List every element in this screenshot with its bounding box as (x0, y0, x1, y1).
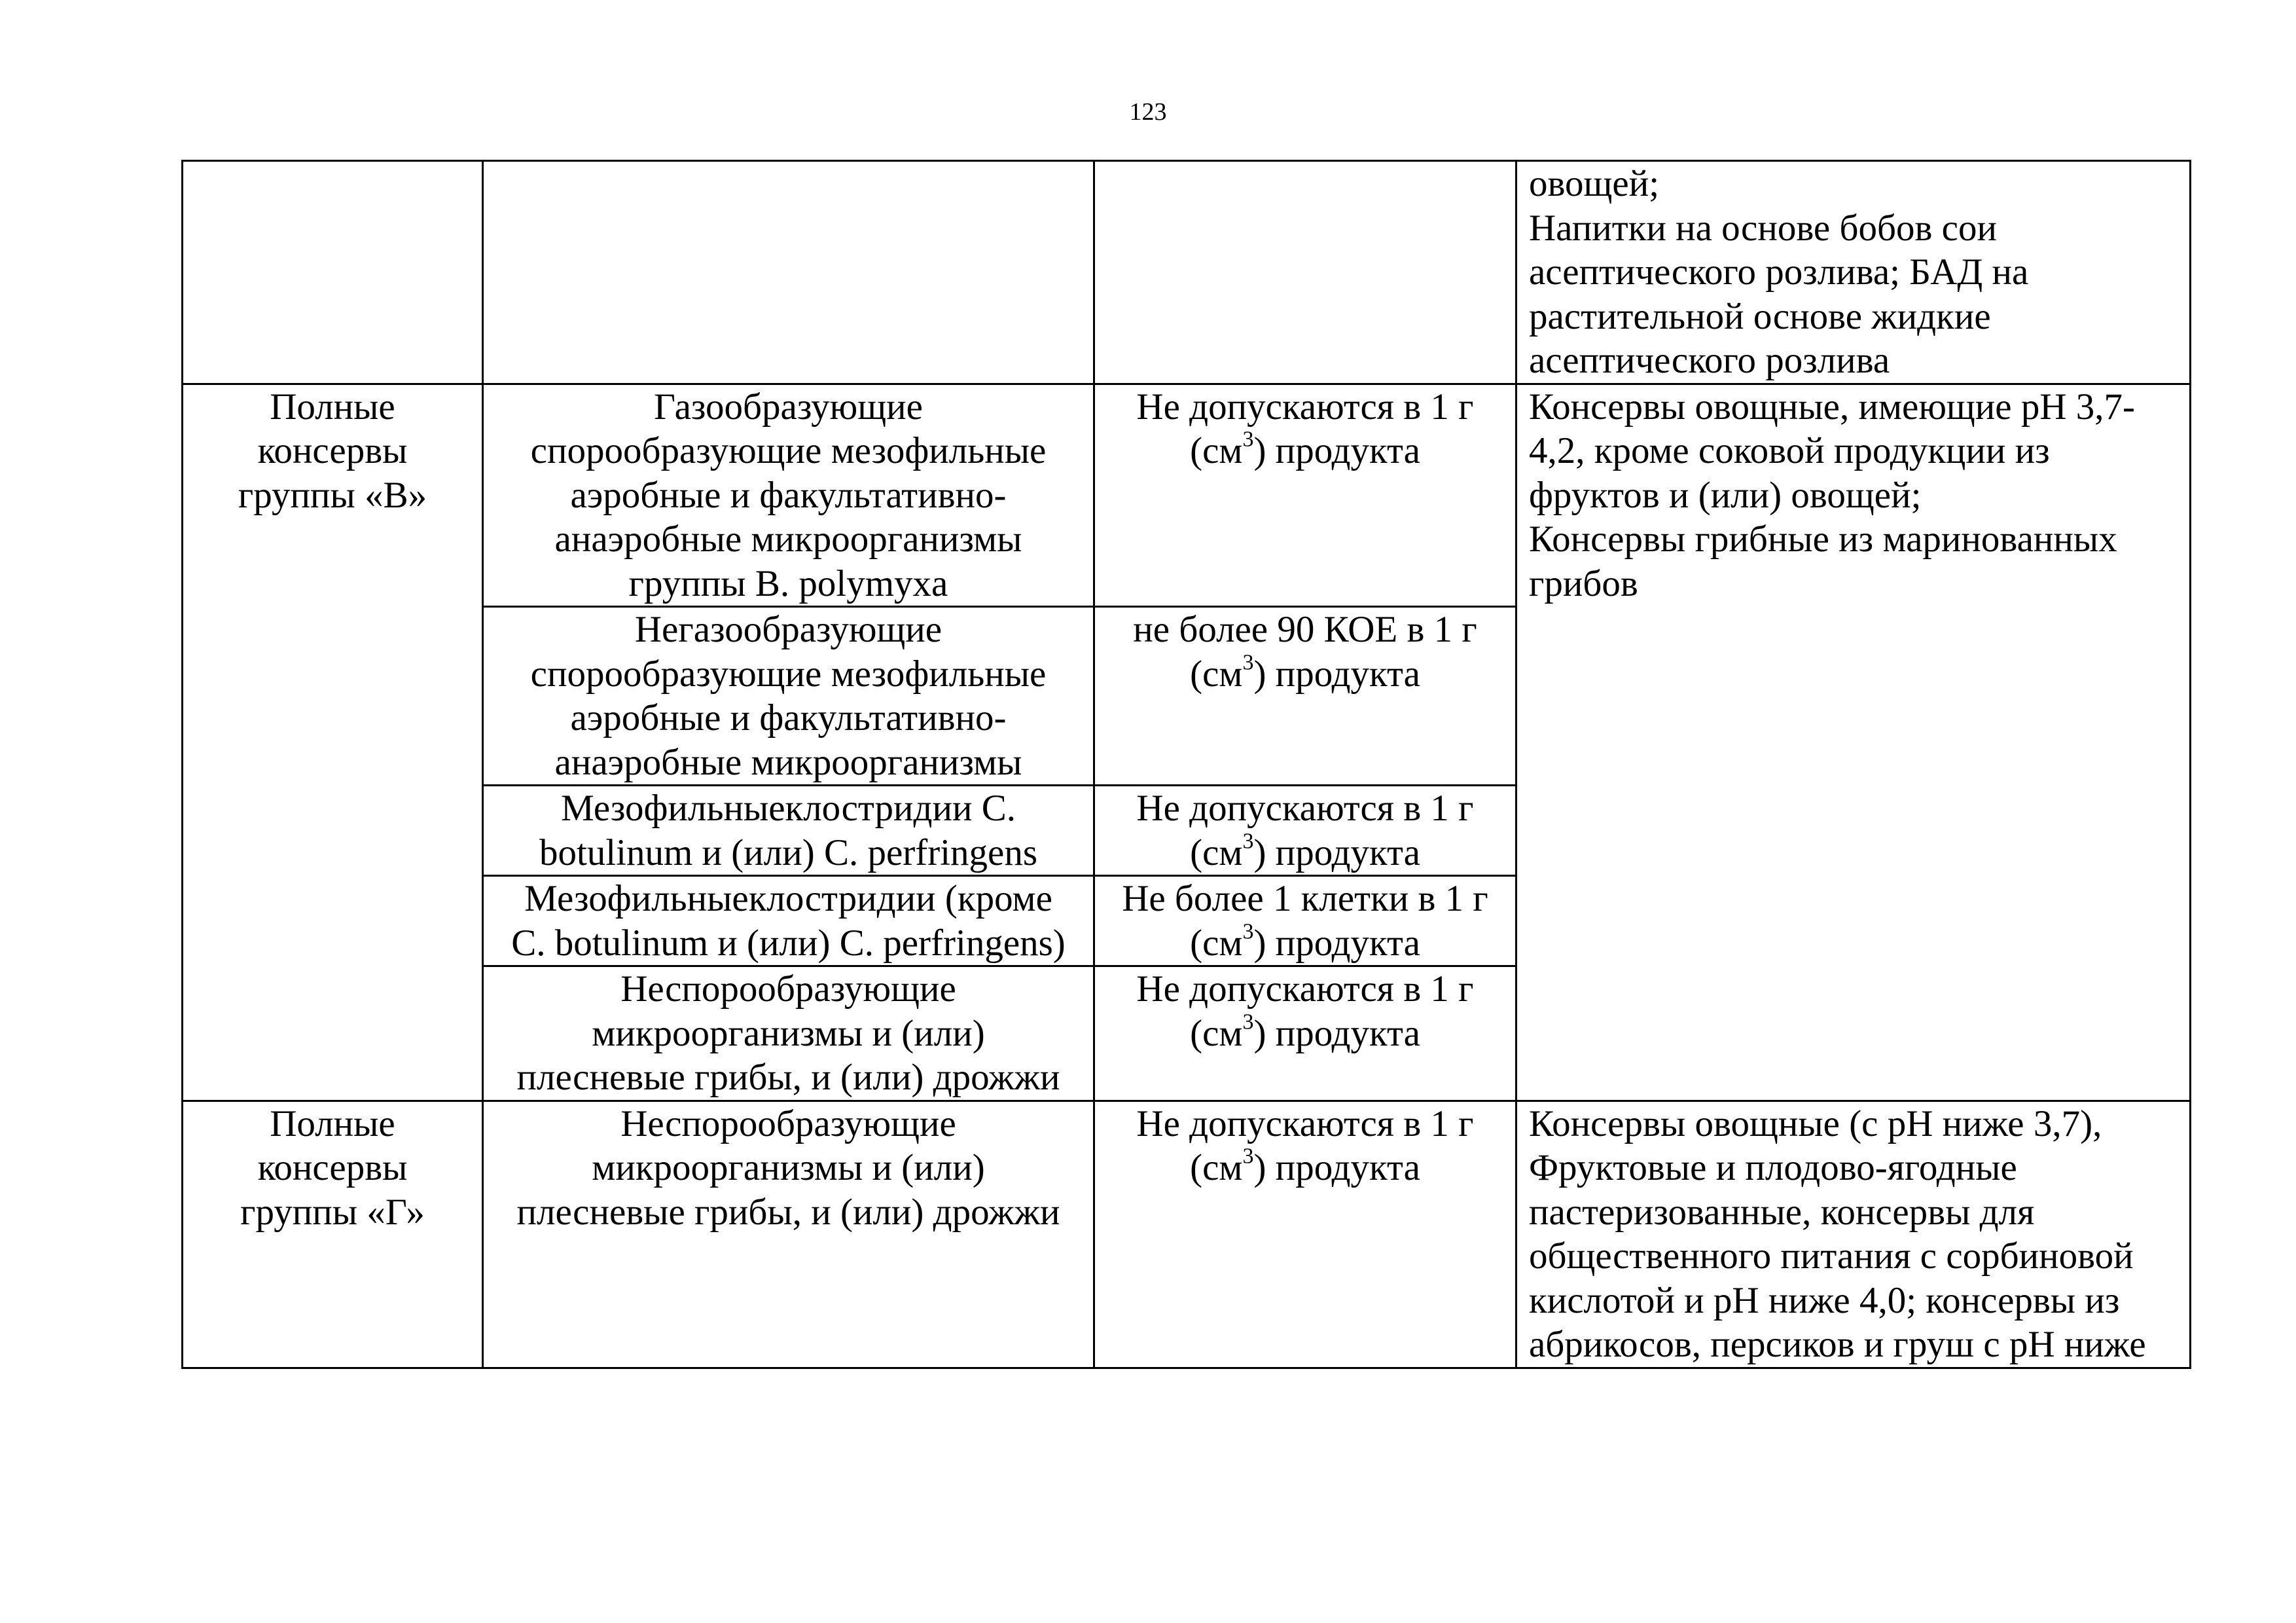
text-line (1107, 1146, 1503, 1190)
indicator-cell (483, 384, 1094, 607)
text-line: пастеризованные, консервы для (1529, 1191, 2035, 1233)
unit-tail: ) продукта (1253, 922, 1420, 964)
unit-tail: ) продукта (1253, 831, 1420, 873)
text-line: консервы (257, 1147, 408, 1188)
text-line (1107, 429, 1503, 473)
text-line: аэробные и факультативно- (570, 474, 1007, 516)
indicator-cell (483, 1101, 1094, 1368)
table-row-continuation (183, 161, 2191, 384)
products-cell (1516, 161, 2191, 384)
unit-tail: ) продукта (1253, 1147, 1420, 1188)
text-line: микроорганизмы и (или) (592, 1012, 985, 1054)
indicator-cell (483, 786, 1094, 876)
text-line: Полные (270, 1103, 395, 1144)
text-line: анаэробные микроорганизмы (554, 741, 1022, 783)
text-line: botulinum и (или) C. perfringens (539, 831, 1038, 873)
text-line: Не допускаются в 1 г (1136, 386, 1474, 428)
text-line: Мезофильныеклостридии C. (560, 788, 1016, 829)
unit-exponent: 3 (1242, 829, 1254, 853)
text-line: микроорганизмы и (или) (592, 1147, 985, 1188)
unit-text: (см (1190, 430, 1243, 471)
unit-tail: ) продукта (1253, 653, 1420, 695)
text-line: аэробные и факультативно- (570, 697, 1007, 739)
indicator-cell (483, 607, 1094, 786)
group-name-cell (183, 161, 483, 384)
text-line: Консервы овощные, имеющие pH 3,7- (1529, 386, 2135, 428)
text-line: асептического розлива (1529, 340, 1890, 381)
text-line: плесневые грибы, и (или) дрожжи (516, 1191, 1060, 1233)
text-line: Консервы овощные (с pH ниже 3,7), (1529, 1103, 2102, 1144)
norm-cell (1094, 384, 1516, 607)
text-line: Не допускаются в 1 г (1136, 1103, 1474, 1144)
text-line: грибов (1529, 562, 1638, 604)
text-line: 4,2, кроме соковой продукции из (1529, 430, 2050, 471)
text-line: фруктов и (или) овощей; (1529, 474, 1922, 516)
text-line: абрикосов, персиков и груш с pH ниже (1529, 1324, 2146, 1365)
text-line: Напитки на основе бобов сои (1529, 207, 1997, 249)
norm-cell (1094, 161, 1516, 384)
text-line: Неспорообразующие (620, 968, 956, 1010)
text-line: растительной основе жидкие (1529, 295, 1991, 337)
table-row-group-g (183, 1101, 2191, 1368)
text-line (1107, 921, 1503, 966)
text-line: Полные (270, 386, 395, 428)
text-line: группы B. polymyxa (628, 562, 948, 604)
text-line: Не допускаются в 1 г (1136, 788, 1474, 829)
unit-tail: ) продукта (1253, 1012, 1420, 1054)
unit-exponent: 3 (1242, 650, 1254, 674)
indicator-cell (483, 876, 1094, 966)
unit-text: (см (1190, 1147, 1243, 1188)
text-line: консервы (257, 430, 408, 471)
text-line: не более 90 КОЕ в 1 г (1133, 609, 1477, 650)
norm-cell (1094, 607, 1516, 786)
unit-text: (см (1190, 922, 1243, 964)
text-line: группы «В» (238, 474, 427, 516)
text-line: Консервы грибные из маринованных (1529, 519, 2117, 560)
text-line: Неспорообразующие (620, 1103, 956, 1144)
text-line: Мезофильныеклостридии (кроме (524, 878, 1052, 919)
text-line: спорообразующие мезофильные (530, 653, 1047, 695)
products-cell (1516, 1101, 2191, 1368)
text-line: асептического розлива; БАД на (1529, 251, 2029, 293)
text-line: плесневые грибы, и (или) дрожжи (516, 1057, 1060, 1098)
page-number: 123 (1129, 98, 1167, 126)
indicator-cell (483, 161, 1094, 384)
requirements-table (181, 160, 2191, 1369)
text-line: C. botulinum и (или) C. perfringens) (511, 922, 1066, 964)
unit-exponent: 3 (1242, 1144, 1254, 1169)
unit-tail: ) продукта (1253, 430, 1420, 471)
text-line (1107, 652, 1503, 697)
unit-text: (см (1190, 831, 1243, 873)
text-line: Фруктовые и плодово-ягодные (1529, 1147, 2017, 1188)
products-cell (1516, 384, 2191, 1101)
norm-cell (1094, 876, 1516, 966)
text-line (1107, 1012, 1503, 1056)
group-name-cell (183, 1101, 483, 1368)
unit-exponent: 3 (1242, 427, 1254, 452)
table-row-group-v-1 (183, 384, 2191, 607)
norm-cell (1094, 786, 1516, 876)
text-line: общественного питания с сорбиновой (1529, 1235, 2134, 1277)
text-line: спорообразующие мезофильные (530, 430, 1047, 471)
text-line: Газообразующие (654, 386, 923, 428)
text-line (1107, 831, 1503, 875)
unit-text: (см (1190, 1012, 1243, 1054)
group-name-cell (183, 384, 483, 1101)
norm-cell (1094, 1101, 1516, 1368)
text-line: Не допускаются в 1 г (1136, 968, 1474, 1010)
indicator-cell (483, 966, 1094, 1101)
text-line: анаэробные микроорганизмы (554, 519, 1022, 560)
text-line: овощей; (1529, 163, 1660, 204)
unit-text: (см (1190, 653, 1243, 695)
unit-exponent: 3 (1242, 1010, 1254, 1034)
text-line: кислотой и pH ниже 4,0; консервы из (1529, 1279, 2120, 1321)
text-line: группы «Г» (240, 1191, 425, 1233)
text-line: Негазообразующие (634, 609, 942, 650)
unit-exponent: 3 (1242, 919, 1254, 943)
text-line: Не более 1 клетки в 1 г (1122, 878, 1488, 919)
norm-cell (1094, 966, 1516, 1101)
